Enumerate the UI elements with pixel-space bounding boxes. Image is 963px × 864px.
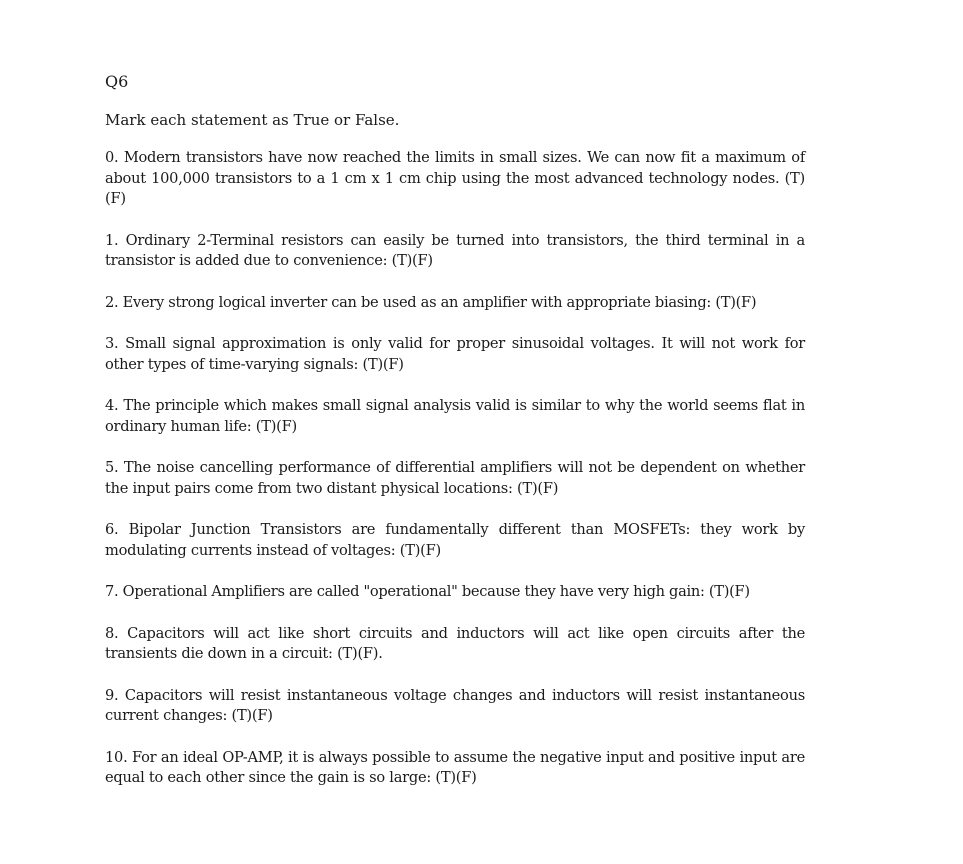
instruction-text: Mark each statement as True or False. [105, 111, 400, 129]
document-page [105, 72, 805, 789]
statement-1: 1. Ordinary 2-Terminal resistors can easily be turned into transistors, the third terminal in a transistor is added due to convenience: (T)(F) [105, 231, 805, 269]
statement-10: 10. For an ideal OP-AMP, it is always possible to assume the negative input and positive input are equal to each other since the gain is so large: (T)(F) [105, 748, 805, 786]
statement-2: 2. Every strong logical inverter can be used as an amplifier with appropriate biasing: (T)(F) [105, 293, 757, 311]
statement-6: 6. Bipolar Junction Transistors are fundamentally different than MOSFETs: they work by modulating currents instead of voltages: (T)(F) [105, 521, 805, 559]
statement-7: 7. Operational Amplifiers are called "operational" because they have very high gain: (T)(F) [105, 583, 750, 600]
statement-9: 9. Capacitors will resist instantaneous voltage changes and inductors will resist instantaneous current changes: (T)(F) [105, 686, 805, 724]
statement-3: 3. Small signal approximation is only valid for proper sinusoidal voltages. It will not work for other types of time-varying signals: (T)(F) [105, 335, 805, 373]
statement-0: 0. Modern transistors have now reached the limits in small sizes. We can now fit a maximum of about 100,000 transistors to a 1 cm x 1 cm chip using the most advanced technology nodes. (T)(F) [105, 149, 805, 207]
statement-8: 8. Capacitors will act like short circuits and inductors will act like open circuits after the transients die down in a circuit: (T)(F). [105, 624, 805, 662]
question-number: Q6 [105, 72, 129, 91]
statement-5: 5. The noise cancelling performance of differential amplifiers will not be dependent on whether the input pairs come from two distant physical locations: (T)(F) [105, 459, 805, 497]
statement-4: 4. The principle which makes small signal analysis valid is similar to why the world seems flat in ordinary human life: (T)(F) [105, 397, 805, 435]
